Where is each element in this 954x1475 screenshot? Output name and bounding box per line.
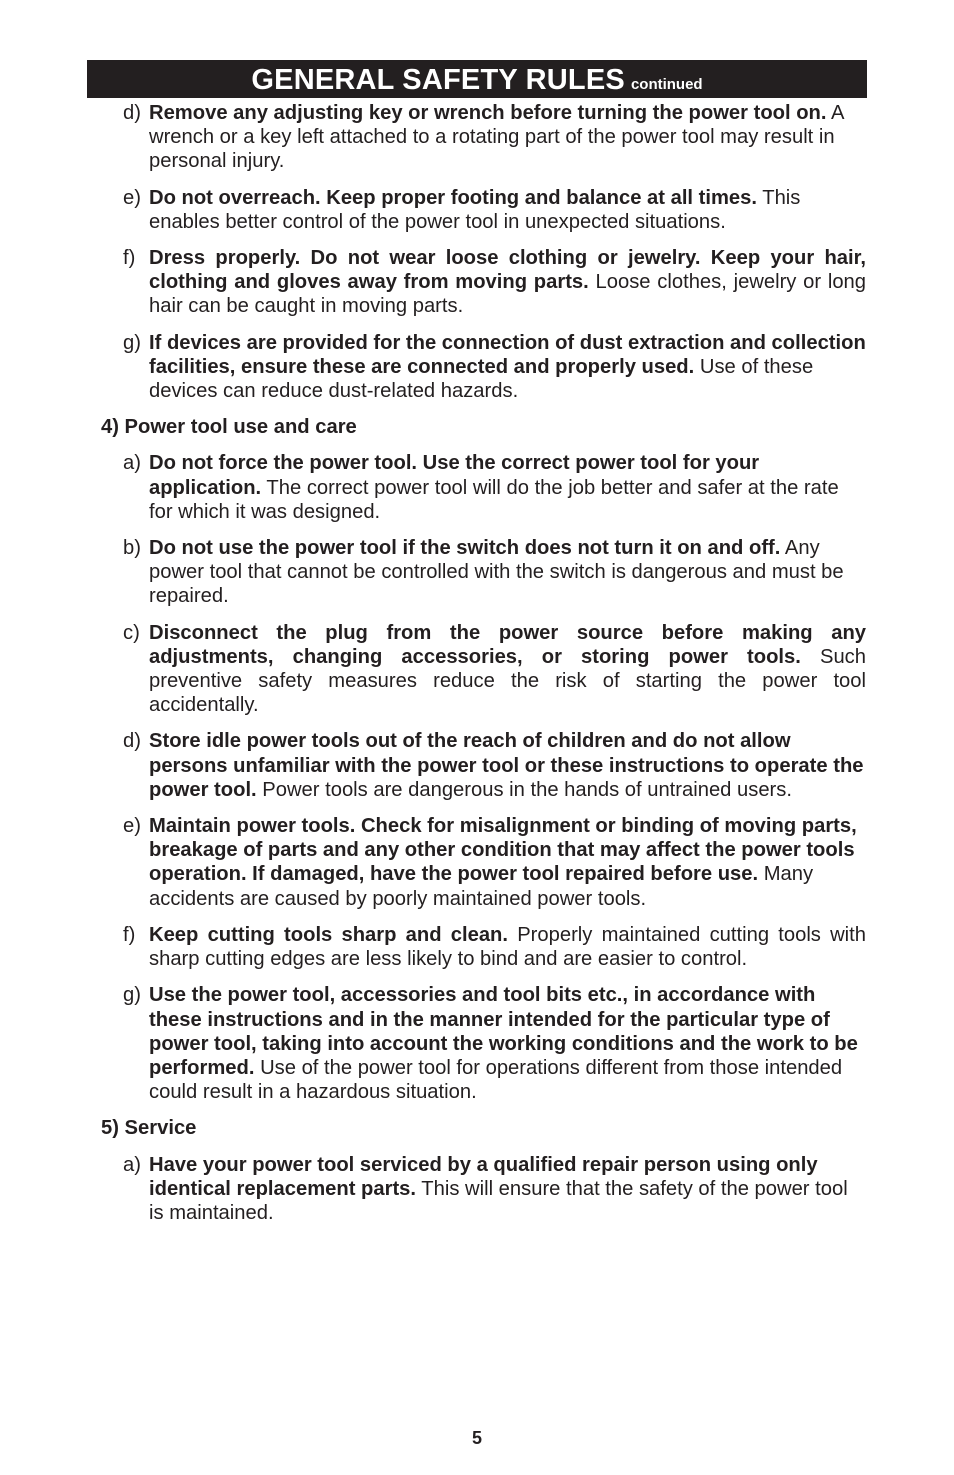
rule-item-d [100,101,866,174]
rule-text: Any power tool that cannot be controlled with the switch is dangerous and must be repaired. [149,537,844,608]
page-subtitle: continued [630,76,703,93]
rule-text: This will ensure that the safety of the power tool is maintained. [149,1177,848,1224]
rule-text: Many accidents are caused by poorly maintained power tools. [149,863,814,910]
rule-bold-text: Disconnect the plug from the power source before making any adjustments, changing accessories, or storing power tools. [149,621,866,668]
rule-item-b [100,536,866,609]
rule-text: Properly maintained cutting tools with sharp cutting edges are less likely to bind and are easier to control. [149,923,867,971]
rule-bold-text: Have your power tool serviced by a qualified repair person using only identical replacement parts. [149,1153,818,1200]
rule-bold-text: Do not use the power tool if the switch does not turn it on and off. [149,537,781,560]
rule-bold-text: Do not overreach. Keep proper footing and balance at all times. [149,186,757,209]
rule-item-e [100,186,866,234]
rule-letter: g) [123,984,141,1007]
rule-bold-text: Maintain power tools. Check for misalignment or binding of moving parts, breakage of parts and any other condition that may affect the power tools operation. If damaged, have the power tool repaired before use. [149,815,857,886]
page-number: 5 [471,1428,482,1448]
rule-text: Loose clothes, jewelry or long hair can be caught in moving parts. [149,271,867,318]
rule-bold-text: Store idle power tools out of the reach of children and do not allow persons unfamiliar with the power tool or these instructions to operate the power tool. [149,730,864,801]
rule-item-e [100,814,866,911]
page-title: GENERAL SAFETY RULES [251,64,625,96]
rule-bold-text: Remove any adjusting key or wrench before turning the power tool on. [149,102,827,124]
rule-letter: d) [123,102,141,124]
rule-letter: d) [123,730,141,753]
rule-item-f [100,923,866,971]
rule-letter: a) [123,452,141,475]
rule-letter: f) [123,923,136,946]
rule-text: Power tools are dangerous in the hands of untrained users. [262,778,792,801]
rule-item-g [100,331,866,404]
section-header-bar [87,60,867,98]
rule-text: This enables better control of the power tool in unexpected situations. [149,186,801,233]
rule-letter: e) [123,186,141,209]
rule-letter: e) [123,815,141,838]
rule-bold-text: Keep cutting tools sharp and clean. [149,923,508,946]
rule-bold-text: If devices are provided for the connection of dust extraction and collection facilities, ensure these are connected and properly used. [149,331,866,378]
rule-bold-text: Do not force the power tool. Use the correct power tool for your application. [149,452,760,499]
rule-item-g [100,983,866,1104]
rule-item-c [100,621,866,718]
rules-content [100,101,866,1237]
rule-text: The correct power tool will do the job better and safer at the rate for which it was designed. [149,476,839,523]
rule-item-a [100,1153,866,1226]
rule-text: Use of these devices can reduce dust-related hazards. [149,355,814,403]
rule-text: Use of the power tool for operations different from those intended could result in a hazardous situation. [149,1056,843,1104]
section-heading-power-tool-use: 4) Power tool use and care [101,416,357,439]
section-heading-service: 5) Service [101,1117,197,1140]
rule-item-a [100,451,866,524]
rule-text: Such preventive safety measures reduce the risk of starting the power tool accidentally. [149,645,866,717]
rule-letter: f) [123,247,136,270]
rule-letter: g) [123,331,141,354]
rule-item-d [100,729,866,802]
rule-letter: c) [123,621,140,644]
rule-bold-text: Use the power tool, accessories and tool bits etc., in accordance with these instructions and in the manner intended for the particular type of power tool, taking into account the working conditions and the work to be performed. [149,984,858,1079]
rule-letter: a) [123,1153,141,1176]
rule-bold-text: Dress properly. Do not wear loose clothing or jewelry. Keep your hair, clothing and gloves away from moving parts. [149,247,866,294]
rule-text: A wrench or a key left attached to a rotating part of the power tool may result in personal injury. [149,102,844,173]
rule-item-f [100,246,866,319]
rule-letter: b) [123,537,141,560]
